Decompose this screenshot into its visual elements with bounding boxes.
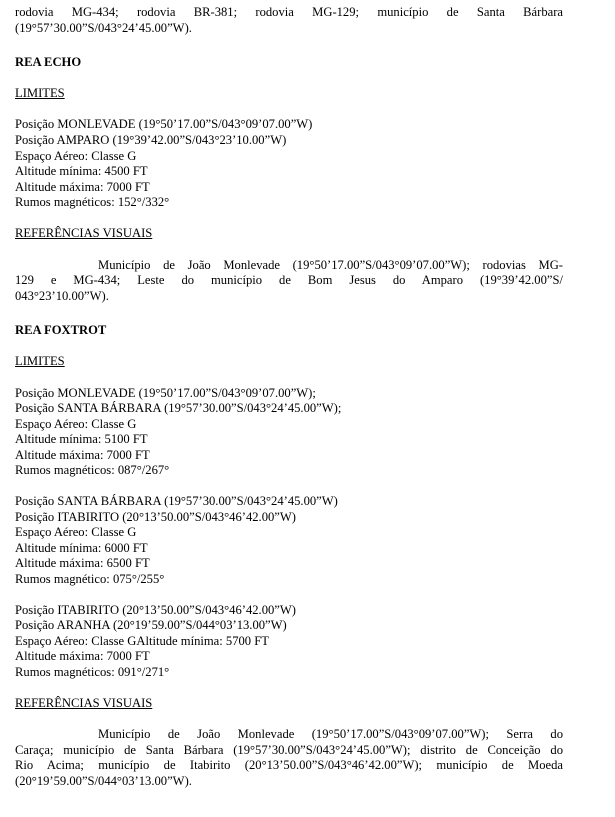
visual-refs-heading-echo: REFERÊNCIAS VISUAIS <box>15 225 153 240</box>
limit-line: Posição ITABIRITO (20°13’50.00”S/043°46’42.00”W) <box>15 602 296 617</box>
refs-line: Município de João Monlevade (19°50’17.00”S/043°09’07.00”W); Serra do <box>98 727 563 742</box>
refs-line: Rio Acima; município de Itabirito (20°13’50.00”S/043°46’42.00”W); município de Moeda <box>15 758 563 773</box>
refs-line: 043°23’10.00”W). <box>15 288 109 303</box>
refs-line: Município de João Monlevade (19°50’17.00”S/043°09’07.00”W); rodovias MG- <box>98 257 563 272</box>
limit-line: Altitude mínima: 4500 FT <box>15 164 148 179</box>
limit-line: Posição ITABIRITO (20°13’50.00”S/043°46’42.00”W) <box>15 509 296 524</box>
section-title-foxtrot: REA FOXTROT <box>15 323 107 338</box>
limit-line: Rumos magnético: 075°/255° <box>15 572 165 587</box>
limit-line: Rumos magnéticos: 087°/267° <box>15 463 170 478</box>
refs-line: Caraça; município de Santa Bárbara (19°57’30.00”S/043°24’45.00”W); distrito de Conceição do <box>15 742 563 757</box>
limit-line: Espaço Aéreo: Classe G <box>15 148 137 163</box>
foxtrot-segment-2 <box>15 494 563 588</box>
echo-refs-paragraph <box>15 258 563 305</box>
limit-line: Rumos magnéticos: 152°/332° <box>15 195 170 210</box>
refs-line: (20°19’59.00”S/044°03’13.00”W). <box>15 773 192 788</box>
foxtrot-segment-1 <box>15 386 563 480</box>
limit-line: Posição SANTA BÁRBARA (19°57’30.00”S/043°24’45.00”W) <box>15 494 338 509</box>
section-title-echo: REA ECHO <box>15 55 82 70</box>
intro-line: (19°57’30.00”S/043°24’45.00”W). <box>15 20 192 35</box>
limit-line: Espaço Aéreo: Classe G <box>15 416 137 431</box>
foxtrot-segment-3 <box>15 603 563 681</box>
limit-line: Altitude mínima: 6000 FT <box>15 540 148 555</box>
limit-line: Posição MONLEVADE (19°50’17.00”S/043°09’07.00”W); <box>15 385 316 400</box>
intro-line: rodovia MG-434; rodovia BR-381; rodovia MG-129; município de Santa Bárbara <box>15 5 563 19</box>
document-page <box>15 5 563 790</box>
limit-line: Posição SANTA BÁRBARA (19°57’30.00”S/043°24’45.00”W); <box>15 401 342 416</box>
limit-line: Espaço Aéreo: Classe GAltitude mínima: 5700 FT <box>15 633 269 648</box>
echo-limits-block <box>15 117 563 211</box>
visual-refs-heading-foxtrot: REFERÊNCIAS VISUAIS <box>15 695 153 710</box>
limit-line: Espaço Aéreo: Classe G <box>15 525 137 540</box>
limit-line: Altitude máxima: 7000 FT <box>15 649 150 664</box>
limit-line: Rumos magnéticos: 091°/271° <box>15 665 170 679</box>
limits-heading-foxtrot: LIMITES <box>15 353 65 368</box>
limit-line: Altitude mínima: 5100 FT <box>15 432 148 447</box>
limit-line: Altitude máxima: 6500 FT <box>15 556 150 571</box>
limit-line: Posição AMPARO (19°39’42.00”S/043°23’10.00”W) <box>15 132 287 147</box>
limit-line: Altitude máxima: 7000 FT <box>15 179 150 194</box>
limit-line: Posição MONLEVADE (19°50’17.00”S/043°09’07.00”W) <box>15 117 313 132</box>
limit-line: Posição ARANHA (20°19’59.00”S/044°03’13.00”W) <box>15 618 287 633</box>
limits-heading-echo: LIMITES <box>15 85 65 100</box>
refs-line: 129 e MG-434; Leste do município de Bom Jesus do Amparo (19°39’42.00”S/ <box>15 273 563 288</box>
foxtrot-refs-paragraph <box>15 727 563 789</box>
limit-line: Altitude máxima: 7000 FT <box>15 447 150 462</box>
